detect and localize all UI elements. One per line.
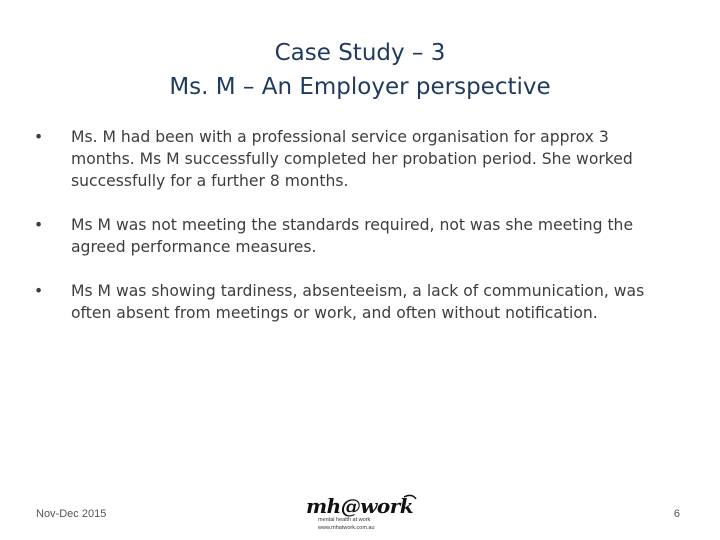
title-line-2: Ms. M – An Employer perspective <box>169 74 551 100</box>
bullet-item <box>34 126 674 192</box>
logo-mark: mh@work <box>306 494 414 518</box>
slide-title <box>0 36 720 104</box>
bullet-item <box>34 214 674 258</box>
bullet-icon: • <box>34 128 44 146</box>
page-number: 6 <box>673 508 680 520</box>
bullet-item <box>34 280 674 324</box>
bullet-icon: • <box>34 282 44 300</box>
bullet-text: Ms M was showing tardiness, absenteeism, a lack of communication, was often absent from meetings or work, and often without notification. <box>71 282 645 322</box>
title-line-1: Case Study – 3 <box>274 40 446 66</box>
footer-date: Nov-Dec 2015 <box>36 508 107 520</box>
logo-tagline: mental health at work <box>318 517 371 523</box>
mhatwork-logo <box>300 494 430 536</box>
logo-url: www.mhatwork.com.au <box>318 525 375 531</box>
bullet-text: Ms. M had been with a professional service organisation for approx 3 months. Ms M successfully completed her probation period. She worked successfully for a further 8 months. <box>71 128 633 190</box>
bullet-icon: • <box>34 216 44 234</box>
bullet-list <box>34 126 674 346</box>
bullet-text: Ms M was not meeting the standards required, not was she meeting the agreed performance measures. <box>71 216 634 256</box>
